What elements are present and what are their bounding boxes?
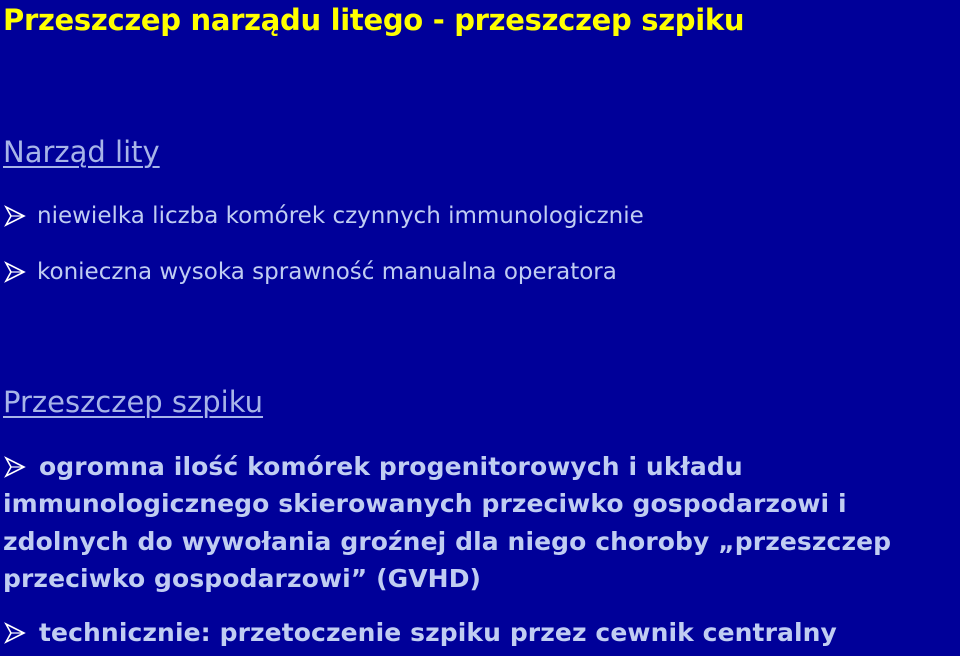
bullet-text: konieczna wysoka sprawność manualna operatora xyxy=(37,259,617,285)
section-heading-przeszczep-szpiku: Przeszczep szpiku xyxy=(3,385,264,419)
bullet-text-line: immunologicznego skierowanych przeciwko gospodarzowi i xyxy=(3,489,847,518)
arrow-bullet-icon xyxy=(3,455,27,479)
bullet-text-line: zdolnych do wywołania groźnej dla niego choroby „przeszczep xyxy=(3,527,892,556)
slide-title: Przeszczep narządu litego - przeszczep szpiku xyxy=(3,3,745,37)
bullet-text-line: technicznie: przetoczenie szpiku przez cewnik centralny xyxy=(39,618,837,647)
bullet-item xyxy=(3,452,743,481)
bullet-text: niewielka liczba komórek czynnych immunologicznie xyxy=(37,203,644,229)
bullet-item xyxy=(3,618,837,647)
bullet-text-line: przeciwko gospodarzowi” (GVHD) xyxy=(3,564,482,593)
arrow-bullet-icon xyxy=(3,204,27,228)
arrow-bullet-icon xyxy=(3,621,27,645)
bullet-item xyxy=(3,203,644,229)
arrow-bullet-icon xyxy=(3,260,27,284)
section-heading-narzad-lity: Narząd lity xyxy=(3,135,160,169)
bullet-item xyxy=(3,259,617,285)
bullet-text-line: ogromna ilość komórek progenitorowych i układu xyxy=(39,452,743,481)
